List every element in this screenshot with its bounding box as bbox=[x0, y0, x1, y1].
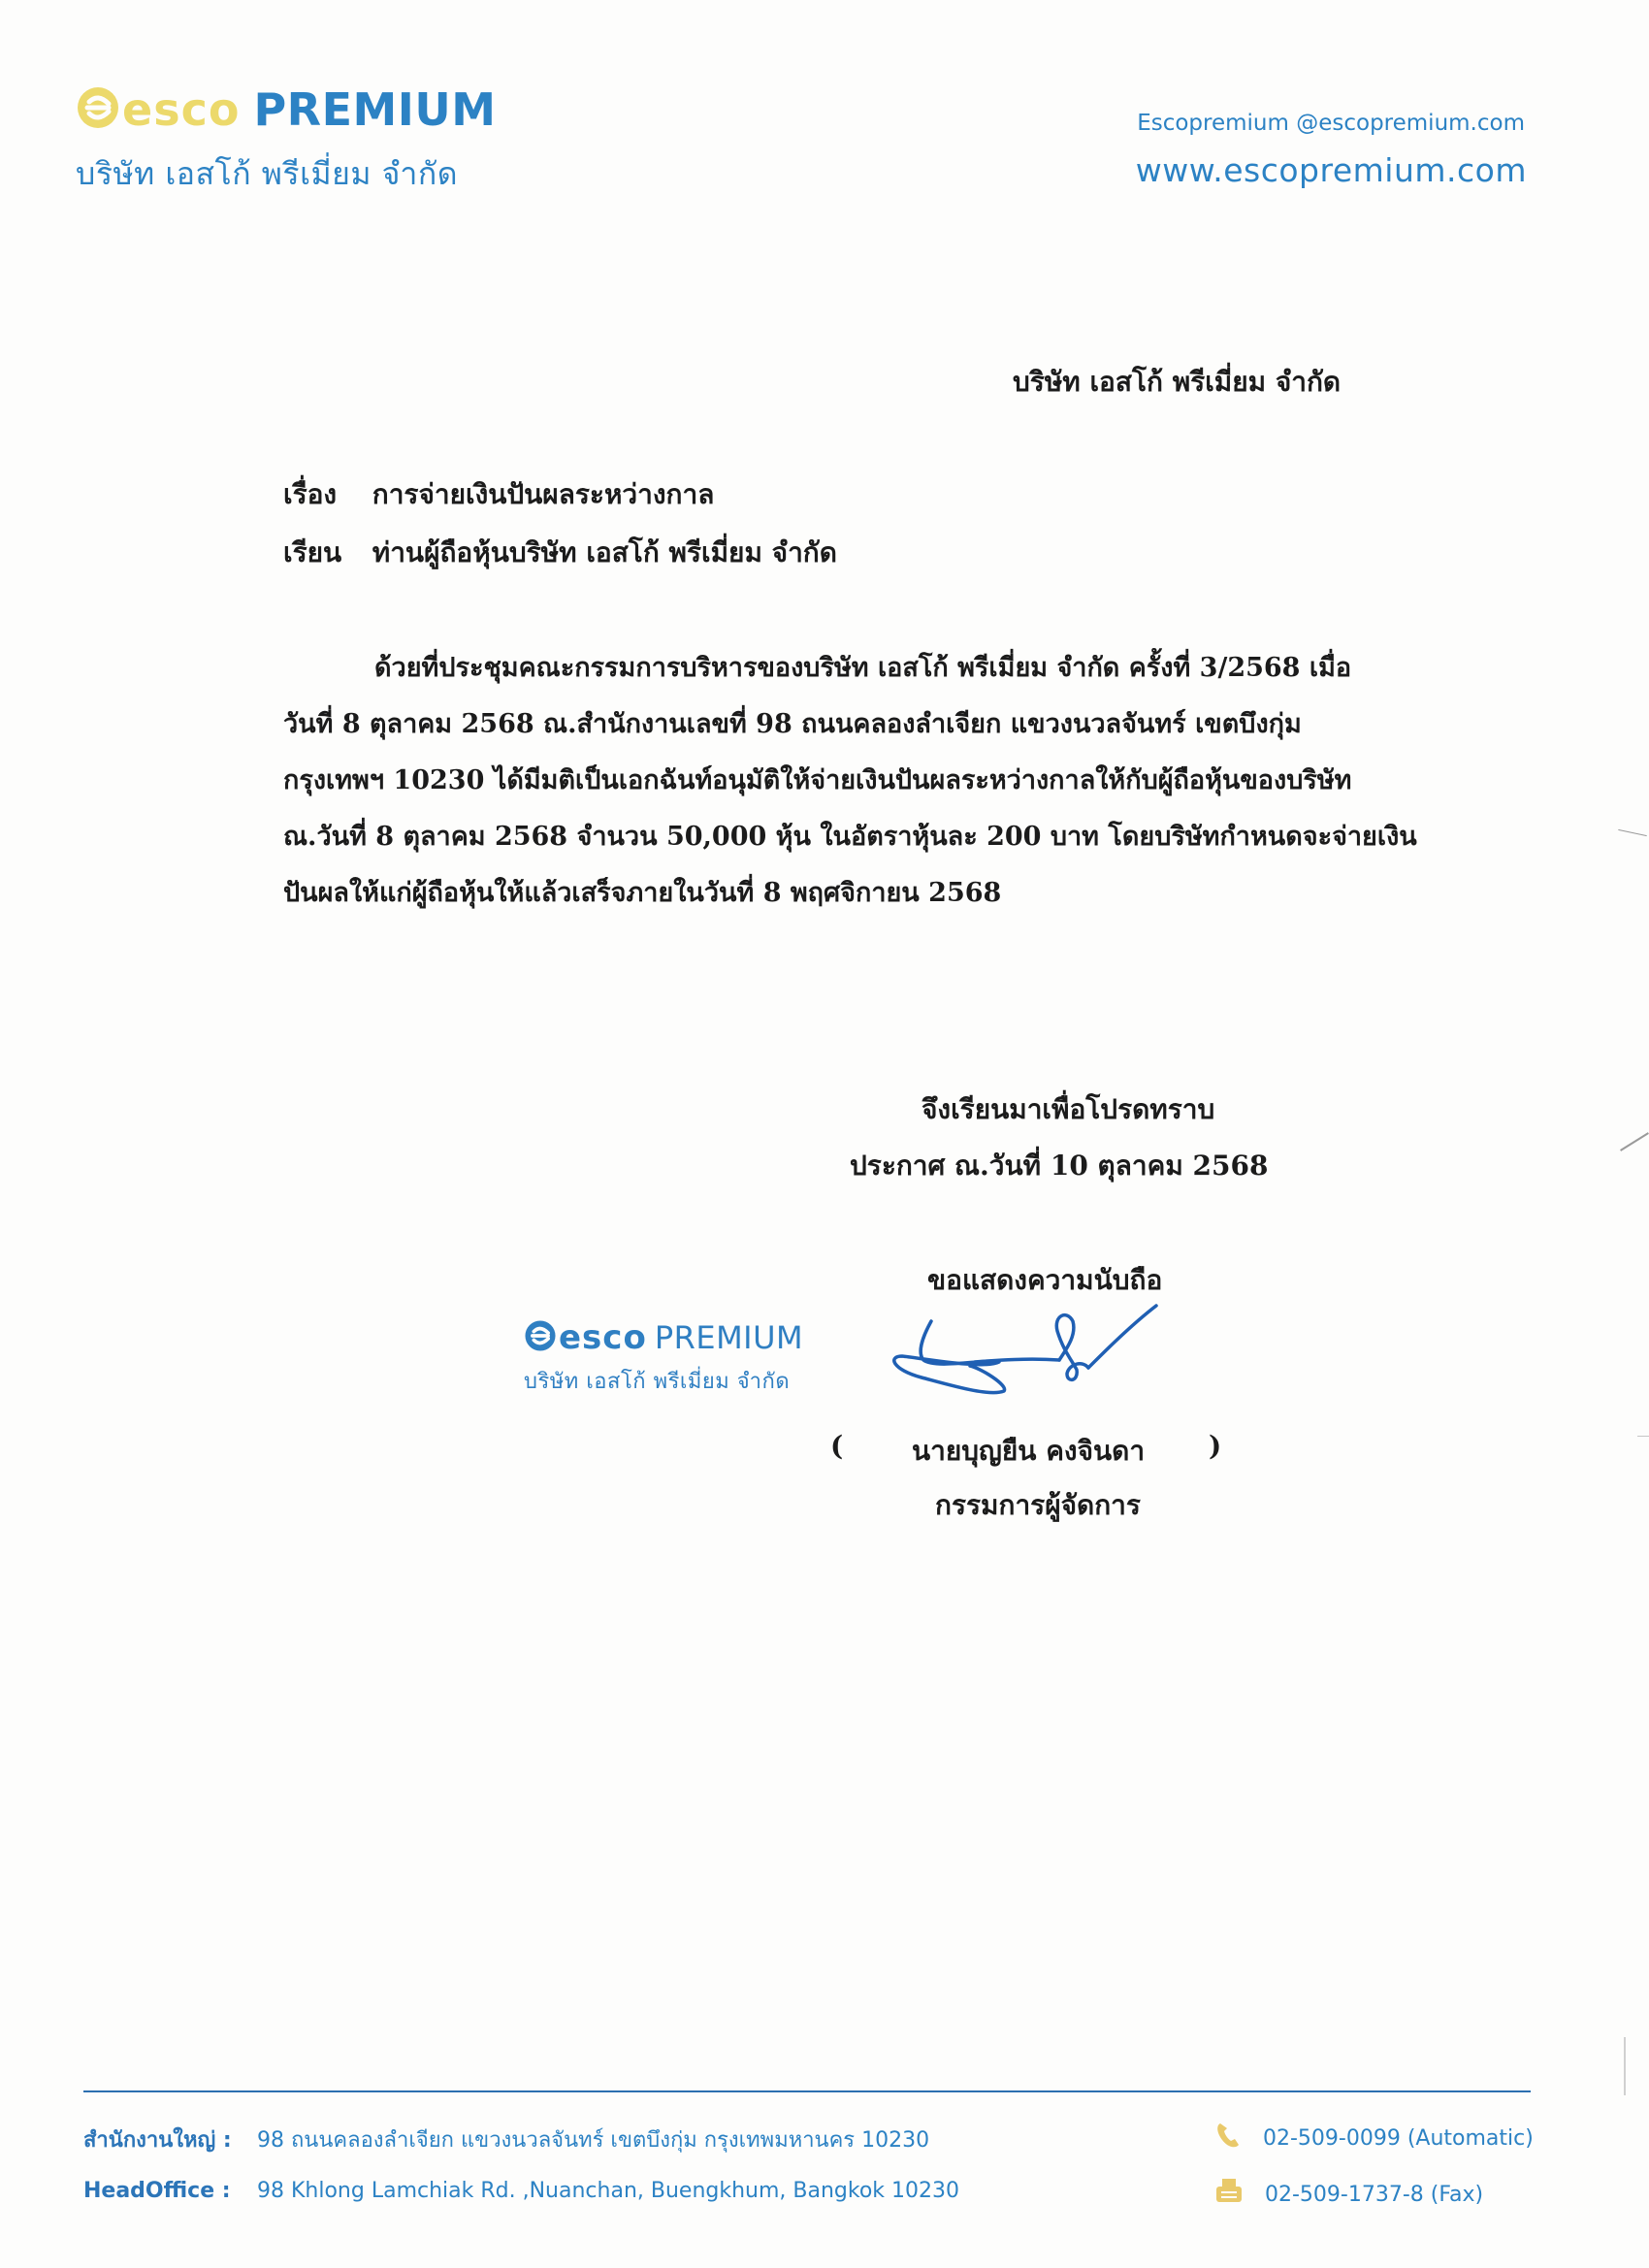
footer-th-label: สำนักงานใหญ่ : bbox=[83, 2128, 232, 2153]
fax-number: 02-509-1737-8 (Fax) bbox=[1265, 2182, 1484, 2207]
footer-en-label: HeadOffice : bbox=[83, 2179, 231, 2203]
body-paragraph bbox=[283, 640, 1417, 922]
logo-premium-text: PREMIUM bbox=[253, 83, 497, 136]
footer-th-address: 98 ถนนคลองลำเจียก แขวงนวลจันทร์ เขตบึงกุ่ม กรุงเทพมหานคร 10230 bbox=[257, 2128, 930, 2153]
closing-line: จึงเรียนมาเพื่อโปรดทราบ bbox=[922, 1093, 1215, 1125]
regards-line: ขอแสดงความนับถือ bbox=[927, 1264, 1163, 1296]
scan-mark bbox=[1637, 1436, 1649, 1437]
subject-label: เรื่อง bbox=[283, 478, 338, 510]
phone-icon bbox=[1214, 2121, 1242, 2155]
fax-icon bbox=[1214, 2177, 1244, 2212]
footer-phone[interactable] bbox=[1214, 2121, 1534, 2155]
stamp-logo-icon bbox=[524, 1319, 557, 1356]
to-line bbox=[283, 532, 837, 574]
stamp-premium-text: PREMIUM bbox=[654, 1319, 804, 1356]
body-line-5: ปันผลให้แก่ผู้ถือหุ้นให้แล้วเสร็จภายในวันที่ 8 พฤศจิกายน 2568 bbox=[283, 878, 1002, 908]
body-line-1: ด้วยที่ประชุมคณะกรรมการบริหารของบริษัท เอสโก้ พรีเมี่ยม จำกัด ครั้งที่ 3/2568 เมื่อ bbox=[374, 653, 1352, 683]
logo-thai-name: บริษัท เอสโก้ พรีเมี่ยม จำกัด bbox=[76, 155, 458, 192]
subject-text: การจ่ายเงินปันผลระหว่างกาล bbox=[372, 478, 715, 510]
stamp-thai-name: บริษัท เอสโก้ พรีเมี่ยม จำกัด bbox=[524, 1370, 791, 1394]
footer-fax[interactable] bbox=[1214, 2177, 1483, 2212]
signer-name: นายบุญยืน คงจินดา bbox=[912, 1435, 1146, 1467]
signature bbox=[883, 1300, 1174, 1420]
to-text: ท่านผู้ถือหุ้นบริษัท เอสโก้ พรีเมี่ยม จำกัด bbox=[372, 536, 837, 568]
logo-esco-text: esco bbox=[122, 83, 241, 136]
body-line-2: วันที่ 8 ตุลาคม 2568 ณ.สำนักงานเลขที่ 98 ถนนคลองลำเจียก แขวงนวลจันทร์ เขตบึงกุ่ม bbox=[283, 709, 1302, 739]
company-logo bbox=[76, 85, 497, 199]
footer-divider bbox=[83, 2090, 1531, 2092]
recipient-company: บริษัท เอสโก้ พรีเมี่ยม จำกัด bbox=[1013, 366, 1342, 398]
subject-line bbox=[283, 473, 714, 516]
footer-en-address: 98 Khlong Lamchiak Rd. ,Nuanchan, Buengkhum, Bangkok 10230 bbox=[257, 2179, 960, 2203]
company-stamp bbox=[524, 1319, 803, 1398]
phone-number: 02-509-0099 (Automatic) bbox=[1263, 2125, 1534, 2151]
body-line-4: ณ.วันที่ 8 ตุลาคม 2568 จำนวน 50,000 หุ้น ในอัตราหุ้นละ 200 บาท โดยบริษัทกำหนดจะจ่ายเงิน bbox=[283, 822, 1417, 852]
body-line-3: กรุงเทพฯ 10230 ได้มีมติเป็นเอกฉันท์อนุมัติให้จ่ายเงินปันผลระหว่างกาลให้กับผู้ถือหุ้นของบริษัท bbox=[283, 765, 1352, 795]
scan-mark bbox=[1618, 829, 1647, 836]
paren-close: ) bbox=[1209, 1430, 1222, 1462]
scan-mark bbox=[1620, 1132, 1649, 1151]
to-label: เรียน bbox=[283, 536, 342, 568]
signer-title: กรรมการผู้จัดการ bbox=[935, 1489, 1141, 1521]
announce-date: ประกาศ ณ.วันที่ 10 ตุลาคม 2568 bbox=[850, 1150, 1269, 1182]
footer-address-th bbox=[83, 2122, 929, 2156]
esco-logo-icon bbox=[76, 85, 120, 134]
header-email[interactable]: Escopremium @escopremium.com bbox=[1137, 111, 1525, 136]
stamp-esco-text: esco bbox=[559, 1318, 647, 1357]
scan-mark bbox=[1624, 2037, 1626, 2095]
footer-address-en bbox=[83, 2179, 959, 2203]
header-website[interactable]: www.escopremium.com bbox=[1135, 151, 1527, 189]
paren-open: ( bbox=[830, 1430, 844, 1462]
